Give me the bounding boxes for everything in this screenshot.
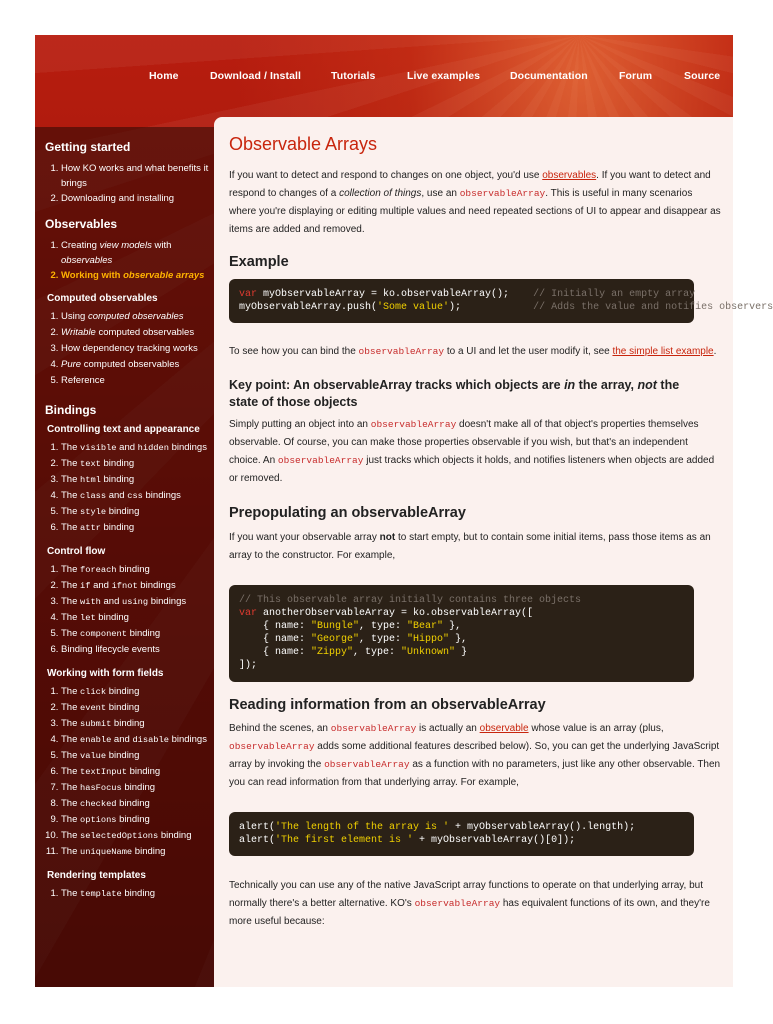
item-text: and: [100, 596, 123, 607]
item-text: The: [61, 734, 81, 745]
sidebar-item[interactable]: [61, 780, 209, 796]
item-text: The: [61, 612, 81, 623]
code-text: { name:: [239, 621, 312, 632]
code-block-example: [229, 279, 773, 323]
item-code: css: [127, 491, 143, 501]
item-text-em: Writable: [61, 327, 96, 338]
item-text: Reference: [61, 375, 105, 386]
main-content: [214, 117, 773, 987]
inline-code: observableArray: [358, 346, 445, 357]
item-code: component: [80, 629, 127, 639]
code-string: 'Some value': [377, 302, 450, 313]
sidebar-item[interactable]: [61, 594, 209, 610]
sidebar-subheading-computed: Computed observables: [47, 293, 158, 304]
item-code: text: [80, 459, 101, 469]
item-text: Working with: [61, 270, 124, 281]
text: Key point: An observableArray tracks which objects are: [229, 378, 565, 392]
item-text: The: [61, 830, 81, 841]
item-text: binding: [126, 766, 161, 777]
item-code: attr: [80, 523, 101, 533]
sidebar-list-form-fields: [45, 684, 209, 860]
text: adds some additional features described below). So, you can get the underlying JavaScript array by invoking the: [229, 741, 720, 770]
keypoint-paragraph: [229, 416, 721, 488]
item-text-em: observables: [61, 255, 113, 266]
item-code: submit: [80, 719, 112, 729]
text: . This is useful in many scenarios where you're displaying or editing multiple values and need repeated sections of UI to appear and disappear as items are added and removed.: [229, 188, 721, 235]
code-text: myObservableArray = ko.observableArray();: [257, 289, 534, 300]
item-text: binding: [100, 458, 135, 469]
top-navigation: [35, 35, 733, 117]
item-text: The: [61, 686, 81, 697]
code-text: , type:: [353, 647, 402, 658]
text: Simply putting an object into an: [229, 419, 371, 430]
code-comment: // Adds the value and notifies observers: [533, 302, 773, 313]
item-text: The: [61, 596, 81, 607]
sidebar-item[interactable]: [61, 325, 209, 341]
nav-source-link[interactable]: Source: [684, 70, 721, 82]
code-text: { name:: [239, 634, 312, 645]
sidebar-subheading-control-flow: Control flow: [47, 546, 106, 557]
item-code: hasFocus: [80, 783, 122, 793]
nav-download-link[interactable]: Download / Install: [210, 70, 302, 82]
item-text: binding: [116, 798, 150, 809]
item-text: The: [61, 442, 81, 453]
code-text: );: [449, 302, 534, 313]
item-text: The: [61, 628, 81, 639]
simple-list-example-link[interactable]: the simple list example: [612, 346, 714, 357]
code-keyword: var: [239, 289, 258, 300]
text: Technically you can use any of the native JavaScript array functions to operate on that underlying array, but normally there's a better alternative. KO's: [229, 880, 703, 909]
sidebar-heading-getting-started: Getting started: [45, 140, 131, 154]
item-code: textInput: [80, 767, 127, 777]
item-text: The: [61, 766, 81, 777]
code-block-prepopulate: [229, 585, 694, 682]
item-text: The: [61, 718, 81, 729]
sidebar-item[interactable]: [61, 520, 209, 536]
sidebar-item[interactable]: [61, 626, 209, 642]
item-code: class: [80, 491, 107, 501]
item-code: click: [80, 687, 107, 697]
sidebar-item[interactable]: [61, 578, 209, 594]
sidebar-item[interactable]: [61, 341, 209, 357]
item-text: and: [106, 490, 128, 501]
keypoint-heading: [229, 377, 709, 411]
item-text: binding: [116, 814, 150, 825]
sidebar-item[interactable]: [61, 161, 209, 191]
sidebar-heading-bindings: Bindings: [45, 403, 97, 417]
code-string: "Zippy": [311, 647, 354, 658]
sidebar-item[interactable]: [61, 700, 209, 716]
item-code: ifnot: [111, 581, 138, 591]
item-code: hidden: [137, 443, 169, 453]
item-text: The: [61, 814, 81, 825]
nav-live-examples-link[interactable]: Live examples: [407, 70, 481, 82]
item-code: template: [80, 889, 122, 899]
item-code: uniqueName: [80, 847, 133, 857]
item-text: bindings: [142, 490, 181, 501]
page-frame: [35, 35, 773, 987]
sidebar-item-active[interactable]: [61, 268, 209, 283]
item-text-em: computed observables: [87, 311, 184, 322]
sidebar-item[interactable]: [61, 309, 209, 325]
item-text: with: [151, 240, 172, 251]
item-text: How dependency tracking works: [61, 343, 198, 354]
sidebar-item[interactable]: [61, 488, 209, 504]
sidebar-item[interactable]: [61, 504, 209, 520]
item-text: computed observables: [81, 359, 180, 370]
observable-link[interactable]: observable: [479, 723, 529, 734]
item-text: Binding lifecycle events: [61, 644, 160, 655]
item-code: disable: [132, 735, 169, 745]
text-em: in: [564, 378, 576, 392]
prepopulating-paragraph: [229, 529, 721, 565]
code-line: [239, 594, 694, 607]
sidebar-list-controlling-text: [45, 440, 209, 536]
reading-heading: Reading information from an observableArray: [229, 697, 546, 713]
sidebar-item[interactable]: [61, 191, 209, 207]
code-text: alert(: [239, 822, 276, 833]
item-text: bindings: [168, 734, 207, 745]
item-code: options: [80, 815, 117, 825]
inline-code: observableArray: [330, 723, 417, 734]
code-string: "Bungle": [311, 621, 360, 632]
item-text: binding: [132, 846, 166, 857]
code-text: }: [455, 647, 468, 658]
sidebar-list-getting-started: [45, 161, 209, 207]
code-text: + myObservableArray()[0]);: [413, 835, 576, 846]
text-em: collection of things: [339, 188, 422, 199]
code-line: [239, 821, 694, 834]
item-text: bindings: [148, 596, 187, 607]
text: If you want to detect and respond to changes on one object, you'd use: [229, 170, 543, 181]
sidebar-list-rendering-templates: [45, 886, 209, 902]
item-code: let: [80, 613, 96, 623]
item-text: The: [61, 564, 81, 575]
item-text: binding: [106, 750, 140, 761]
sidebar-item[interactable]: [61, 472, 209, 488]
item-text: and: [111, 734, 133, 745]
sidebar-item[interactable]: [61, 456, 209, 472]
sidebar-item[interactable]: [61, 440, 209, 456]
text: . If you want to detect and respond to changes of a: [229, 170, 711, 199]
sidebar-item[interactable]: [61, 610, 209, 626]
item-text: The: [61, 490, 81, 501]
item-code: enable: [80, 735, 112, 745]
item-code: selectedOptions: [80, 831, 159, 841]
item-text: binding: [158, 830, 192, 841]
item-text: The: [61, 888, 81, 899]
sidebar-item[interactable]: [61, 238, 209, 268]
nav-forum-link[interactable]: Forum: [619, 70, 653, 82]
bind-paragraph: [229, 343, 721, 361]
text: .: [713, 346, 717, 357]
code-comment: // This observable array initially contains three objects: [239, 595, 582, 606]
text: the array,: [575, 378, 638, 392]
code-text: anotherObservableArray = ko.observableArray([: [257, 608, 534, 619]
sidebar-item[interactable]: [61, 732, 209, 748]
item-text: binding: [106, 686, 140, 697]
code-text: ]);: [239, 660, 258, 671]
item-text: binding: [121, 782, 156, 793]
observables-link[interactable]: observables: [542, 170, 597, 181]
item-text: Using: [61, 311, 88, 322]
code-line: [239, 834, 694, 847]
text: to a UI and let the user modify it, see: [444, 346, 613, 357]
sidebar-item[interactable]: [61, 373, 209, 389]
text: To see how you can bind the: [229, 346, 359, 357]
sidebar-item[interactable]: [61, 716, 209, 732]
code-line: [239, 288, 694, 301]
inline-code: observableArray: [229, 741, 315, 752]
sidebar-item-link[interactable]: How KO works and what benefits it brings: [61, 163, 209, 189]
code-text: , type:: [359, 621, 408, 632]
sidebar-list-control-flow: [45, 562, 209, 658]
sidebar-item[interactable]: [61, 684, 209, 700]
page-title: Observable Arrays: [229, 134, 378, 154]
sidebar-heading-observables: Observables: [45, 217, 118, 231]
code-string: 'The length of the array is ': [275, 822, 450, 833]
item-text: binding: [116, 564, 150, 575]
inline-code: observableArray: [370, 419, 457, 430]
item-text-em: Pure: [61, 359, 82, 370]
item-text: bindings: [137, 580, 176, 591]
sidebar-item[interactable]: [61, 764, 209, 780]
sidebar-item[interactable]: [61, 828, 209, 844]
code-line: [239, 620, 694, 633]
item-text: binding: [100, 522, 135, 533]
item-text: binding: [100, 474, 135, 485]
code-text: },: [443, 621, 462, 632]
sidebar-item-link[interactable]: Downloading and installing: [61, 193, 175, 204]
text: to start empty, but to contain some initial items, pass those items as an array to the constructor. For example,: [229, 532, 711, 561]
code-line: [239, 301, 773, 314]
code-text: { name:: [239, 647, 312, 658]
sidebar-item[interactable]: [61, 886, 209, 902]
text: has equivalent functions of its own, and they're more useful because:: [229, 898, 710, 927]
item-text: bindings: [168, 442, 207, 453]
item-text: The: [61, 458, 81, 469]
item-text: The: [61, 782, 81, 793]
prepopulating-heading: Prepopulating an observableArray: [229, 505, 466, 521]
text: If you want your observable array: [229, 532, 380, 543]
item-text: binding: [121, 888, 156, 899]
sidebar-item[interactable]: [61, 642, 209, 658]
code-string: "Bear": [407, 621, 444, 632]
code-text: + myObservableArray().length);: [449, 822, 636, 833]
inline-code: observableArray: [414, 898, 501, 909]
item-code: foreach: [80, 565, 117, 575]
example-heading: Example: [229, 254, 289, 270]
item-text: The: [61, 506, 81, 517]
nav-home-link[interactable]: Home: [149, 70, 179, 82]
item-text: binding: [126, 628, 161, 639]
text: just tracks which objects it holds, and notifies listeners when objects are added or removed.: [229, 455, 715, 484]
text: , use an: [421, 188, 460, 199]
technically-paragraph: [229, 877, 721, 931]
sidebar-list-computed: [45, 309, 209, 389]
code-string: 'The first element is ': [275, 835, 414, 846]
item-code: using: [122, 597, 149, 607]
sidebar: [35, 127, 215, 987]
item-code: visible: [80, 443, 117, 453]
item-code: if: [80, 581, 91, 591]
item-text: and: [116, 442, 138, 453]
item-text: binding: [106, 506, 140, 517]
item-text: computed observables: [95, 327, 195, 338]
code-string: "Hippo": [407, 634, 450, 645]
code-text: , type:: [359, 634, 408, 645]
item-text: and: [90, 580, 112, 591]
sidebar-item[interactable]: [61, 562, 209, 578]
item-text: binding: [111, 718, 145, 729]
code-line: [239, 633, 694, 646]
code-string: "George": [311, 634, 360, 645]
item-text-em: observable arrays: [123, 270, 205, 281]
item-code: style: [80, 507, 107, 517]
item-text: The: [61, 702, 81, 713]
code-line: [239, 659, 694, 672]
item-text-em: view models: [99, 240, 152, 251]
item-text: The: [61, 474, 81, 485]
sidebar-subheading-form-fields: Working with form fields: [47, 668, 164, 679]
sidebar-item[interactable]: [61, 357, 209, 373]
item-text: Creating: [61, 240, 100, 251]
sidebar-list-observables: [45, 238, 209, 283]
text: the state of those objects: [229, 378, 680, 409]
text: whose value is an array (plus,: [528, 723, 664, 734]
item-text: binding: [106, 702, 140, 713]
text: Behind the scenes, an: [229, 723, 331, 734]
reading-paragraph: [229, 720, 721, 792]
code-text: alert(: [239, 835, 276, 846]
sidebar-item[interactable]: [61, 748, 209, 764]
inline-code: observableArray: [277, 455, 364, 466]
item-code: with: [80, 597, 101, 607]
code-text: myObservableArray.push(: [239, 302, 378, 313]
text: doesn't make all of that object's properties themselves observable. Of course, you can make those properties observable if you wish, but that's an independent choice. An: [229, 419, 699, 466]
intro-paragraph: [229, 167, 721, 239]
sidebar-subheading-rendering-templates: Rendering templates: [47, 870, 146, 881]
inline-code: observableArray: [459, 188, 546, 199]
item-code: html: [80, 475, 101, 485]
code-string: "Unknown": [401, 647, 456, 658]
item-text: binding: [95, 612, 129, 623]
item-code: event: [80, 703, 107, 713]
text: is actually an: [416, 723, 480, 734]
code-line: [239, 607, 694, 620]
sidebar-item[interactable]: [61, 844, 209, 860]
item-code: checked: [80, 799, 117, 809]
text-strong: not: [379, 532, 396, 543]
item-code: value: [80, 751, 107, 761]
nav-documentation-link[interactable]: Documentation: [510, 70, 588, 82]
nav-tutorials-link[interactable]: Tutorials: [331, 70, 376, 82]
item-text: The: [61, 798, 81, 809]
text-em: not: [637, 378, 657, 392]
code-comment: // Initially an empty array: [533, 289, 696, 300]
sidebar-item[interactable]: [61, 796, 209, 812]
item-text: The: [61, 522, 81, 533]
code-keyword: var: [239, 608, 258, 619]
code-block-reading: [229, 812, 694, 856]
sidebar-item[interactable]: [61, 812, 209, 828]
item-text: The: [61, 580, 81, 591]
sidebar-subheading-controlling-text: Controlling text and appearance: [47, 424, 200, 435]
code-line: [239, 646, 694, 659]
item-text: The: [61, 750, 81, 761]
text: as a function with no parameters, just like any other observable. Then you can read information from that underlying array. For example,: [229, 759, 721, 788]
code-text: },: [449, 634, 468, 645]
inline-code: observableArray: [324, 759, 410, 770]
item-text: The: [61, 846, 81, 857]
